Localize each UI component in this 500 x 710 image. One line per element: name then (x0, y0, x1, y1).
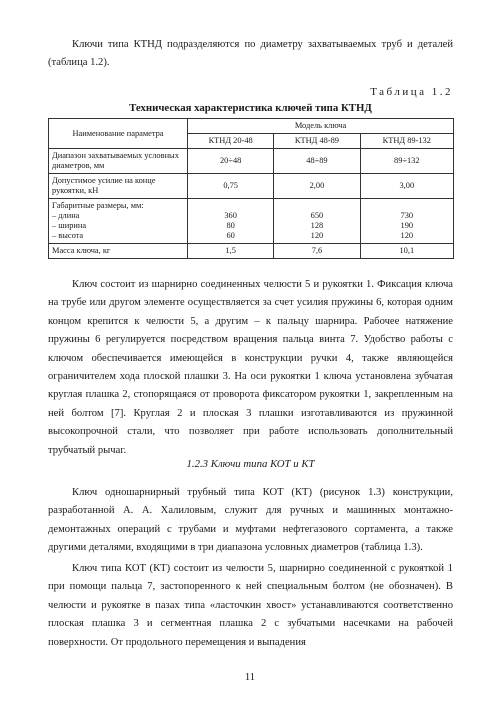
model-header-3: КТНД 89-132 (360, 134, 453, 149)
value-cell (188, 199, 274, 244)
page-number: 11 (244, 672, 256, 683)
value-line: 730 (400, 211, 414, 220)
param-header-cell: Наименование параметра (49, 119, 188, 149)
param-cell (49, 199, 188, 244)
value-cell: 2,00 (274, 174, 360, 199)
value-cell: 48÷89 (274, 149, 360, 174)
value-line: 80 (226, 221, 235, 230)
table-label: Таблица 1.2 (370, 86, 453, 98)
value-cell: 7,6 (274, 244, 360, 259)
spec-table (48, 118, 454, 259)
table-row (49, 149, 454, 174)
param-label: Габаритные размеры, мм: (52, 201, 144, 210)
param-sub-label: – ширина (52, 221, 87, 230)
body-paragraph-3: Ключ типа КОТ (КТ) состоит из челюсти 5, шарнирно соединенной с рукояткой 1 при помощи пальца 7, застопоренного к ней специальным болтом (не обозначен). В челюсти и рукоятке в пазах типа «ласточкин хвост» устанавливаются соответственно плоская плашка 3 и сегментная плашка 2 с зубчатыми насечками на рабочей поверхности. От продольного перемещения и выпадения (48, 563, 453, 648)
value-line: 120 (310, 231, 324, 240)
value-cell: 0,75 (188, 174, 274, 199)
value-cell: 1,5 (188, 244, 274, 259)
value-cell (274, 199, 360, 244)
value-cell: 89÷132 (360, 149, 453, 174)
table-header-row (49, 119, 454, 134)
value-line: 190 (400, 221, 414, 230)
value-cell: 3,00 (360, 174, 453, 199)
param-cell: Масса ключа, кг (49, 244, 188, 259)
table-row (49, 199, 454, 244)
value-line: 360 (224, 211, 237, 220)
table-row (49, 174, 454, 199)
body-paragraph-1: Ключ состоит из шарнирно соединенных челюсти 5 и рукоятки 1. Фиксация ключа на трубе или другом элементе осуществляется за счет усилия пружины 6, которая одним концом крепится к челюсти 5, а другим – к пальцу шарнира. Рабочее натяжение пружины 6 регулируется посредством вращения пальца винта 7. Удобство работы с ключом обеспечивается имеющейся в конструкции ручки 4, также являющейся ограничителем хода плоской плашки 3. На оси рукоятки 1 ключа установлена зубчатая круглая плашка 2, стопорящаяся от проворота фиксатором рукоятки 1, закрепленным на ней болтом [7]. Круглая 2 и плоская 3 плашки изготавливаются из пружинной высокопрочной стали, что позволяет при работе использовать дополнительный трубчатый рычаг. (48, 279, 453, 456)
body-paragraph-2: Ключ одношарнирный трубный типа КОТ (КТ) (рисунок 1.3) конструкции, разработанной А. А. Халиловым, служит для ручных и машинных монтажно-демонтажных операций с трубами и муфтами нефтегазового сортамента, а также другими деталями, входящими в три диапазона условных диаметров (таблица 1.3). (48, 487, 453, 554)
table-row (49, 244, 454, 259)
section-heading: 1.2.3 Ключи типа КОТ и КТ (186, 458, 315, 470)
param-sub-label: – высота (52, 231, 84, 240)
table-title: Техническая характеристика ключей типа КТНД (129, 102, 372, 114)
value-cell: 10,1 (360, 244, 453, 259)
value-cell (360, 199, 453, 244)
model-header-1: КТНД 20-48 (188, 134, 274, 149)
value-cell: 20÷48 (188, 149, 274, 174)
param-cell: Диапазон захватываемых условных диаметров, мм (49, 149, 188, 174)
value-line: 120 (400, 231, 414, 240)
model-header-2: КТНД 48-89 (274, 134, 360, 149)
model-header-cell: Модель ключа (188, 119, 454, 134)
value-line: 128 (310, 221, 324, 230)
value-line: 650 (310, 211, 324, 220)
param-cell: Допустимое усилие на конце рукоятки, кН (49, 174, 188, 199)
intro-paragraph: Ключи типа КТНД подразделяются по диаметру захватываемых труб и деталей (таблица 1.2). (48, 39, 453, 69)
param-sub-label: – длина (52, 211, 80, 220)
value-line: 60 (226, 231, 235, 240)
